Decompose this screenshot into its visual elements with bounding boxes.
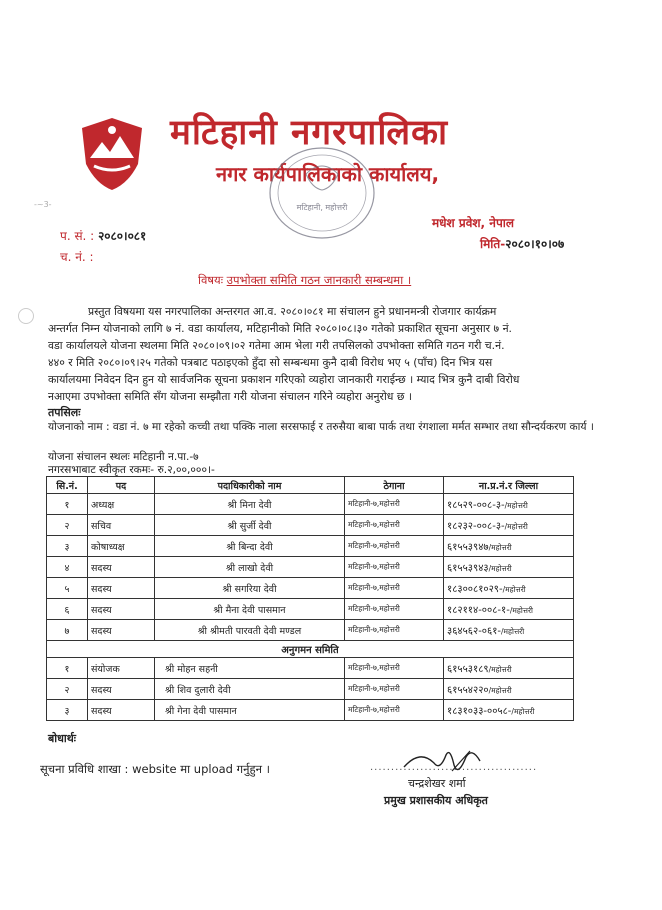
cell-sn: १ <box>47 658 88 679</box>
citizenship-district: /महोत्तरी <box>509 606 533 615</box>
body-line: कार्यालयमा निवेदन दिन हुन यो सार्वजनिक सूचना प्रकाशन गरिएको व्यहोरा जानकारी गराईन्छ । म्याद भित्र कुनै दाबी विरोध <box>48 373 520 386</box>
body-line: नआएमा उपभोक्ता समिति सँग योजना सम्झौता गरी योजना संचालन गरिने व्यहोरा अनुरोध छ । <box>48 390 412 403</box>
tapsil-heading: तपसिलः <box>48 406 81 419</box>
table-row <box>47 599 574 620</box>
cell-sn: २ <box>47 515 88 536</box>
cell-citizenship <box>444 557 574 578</box>
cell-address: मटिहानी-७,महोत्तरी <box>345 578 444 599</box>
cell-address: मटिहानी-७,महोत्तरी <box>345 494 444 515</box>
cell-address: मटिहानी-७,महोत्तरी <box>345 620 444 641</box>
col-header-position: पद <box>88 477 155 494</box>
cell-sn: ५ <box>47 578 88 599</box>
cell-citizenship <box>444 700 574 721</box>
monitoring-title: अनुगमन समिति <box>47 641 574 658</box>
approved-amount: नगरसभाबाट स्वीकृत रकमः- रु.२,००,०००।- <box>48 464 215 476</box>
cell-address: मटिहानी-७,महोत्तरी <box>345 658 444 679</box>
cell-name: श्री सगरिया देवी <box>155 578 345 599</box>
cell-name: श्री शिव दुलारी देवी <box>155 679 345 700</box>
citizenship-number: १८३१०३३-००५८- <box>447 706 512 717</box>
table-row <box>47 536 574 557</box>
svg-text:मटिहानी, महोत्तरी: मटिहानी, महोत्तरी <box>296 203 348 212</box>
body-line: अन्तर्गत निम्न योजनाको लागि ७ नं. वडा कार्यालय, मटिहानीको मिति २०८०।०८।३० गतेको प्रकाशित सूचना अनुसार ७ नं. <box>48 322 512 335</box>
citizenship-number: ६१५५४२२० <box>447 685 489 696</box>
cell-position: सदस्य <box>88 679 155 700</box>
cell-citizenship <box>444 494 574 515</box>
cell-sn: २ <box>47 679 88 700</box>
official-seal <box>266 144 378 242</box>
table-row <box>47 557 574 578</box>
citizenship-number: १८३००८१०२९- <box>447 584 503 595</box>
subject-line <box>198 273 411 288</box>
citizenship-district: /महोत्तरी <box>488 543 512 552</box>
cc-recipient: सूचना प्रविधि शाखा : website मा upload गर्नुहुन । <box>40 762 270 776</box>
cell-position: अध्यक्ष <box>88 494 155 515</box>
monitoring-section-row <box>47 641 574 658</box>
date-label: मिति- <box>480 237 506 251</box>
ps-label: प. सं. : <box>60 229 95 243</box>
cell-sn: १ <box>47 494 88 515</box>
cell-sn: ६ <box>47 599 88 620</box>
cell-sn: ४ <box>47 557 88 578</box>
cell-address: मटिहानी-७,महोत्तरी <box>345 515 444 536</box>
cell-address: मटिहानी-७,महोत्तरी <box>345 536 444 557</box>
cell-position: संयोजक <box>88 658 155 679</box>
letter-date <box>480 235 564 252</box>
cell-position: सदस्य <box>88 620 155 641</box>
province-line: मधेश प्रवेश, नेपाल <box>432 216 515 230</box>
cell-position: कोषाध्यक्ष <box>88 536 155 557</box>
cell-sn: ३ <box>47 700 88 721</box>
cell-citizenship <box>444 658 574 679</box>
citizenship-district: /महोत्तरी <box>488 564 512 573</box>
body-paragraph <box>48 304 608 404</box>
table-row <box>47 620 574 641</box>
cell-position: सदस्य <box>88 700 155 721</box>
cell-name: श्री श्रीमती पारवती देवी मण्डल <box>155 620 345 641</box>
punch-hole <box>18 308 34 324</box>
body-line: ४४० र मिति २०८०।०९।२५ गतेको पत्रबाट पठाइएको हुँदा सो सम्बन्धमा कुनै दाबी विरोध भए ५ (पाँच) दिन भित्र यस <box>48 356 493 369</box>
citizenship-district: /महोत्तरी <box>501 627 525 636</box>
cell-citizenship <box>444 599 574 620</box>
reference-number <box>60 227 146 244</box>
ps-value: २०८०।०८१ <box>98 229 147 243</box>
cell-address: मटिहानी-७,महोत्तरी <box>345 679 444 700</box>
signature-line: ........................................ <box>370 762 538 773</box>
cell-name: श्री लाखो देवी <box>155 557 345 578</box>
citizenship-district: /महोत्तरी <box>488 686 512 695</box>
body-line: वडा कार्यालयले योजना स्थलमा मिति २०८०।०९।०२ गतेमा आम भेला गरी तपसिलको उपभोक्ता समिति गठन गरी च.नं. <box>48 339 505 352</box>
citizenship-number: ६१५५३९४३ <box>447 563 489 574</box>
date-value: २०८०।१०।०७ <box>505 237 565 251</box>
citizenship-number: १८२११४-००८-१- <box>447 605 510 616</box>
body-line: प्रस्तुत विषयमा यस नगरपालिका अन्तरगत आ.व. २०८०।०८१ मा संचालन हुने प्रधानमन्त्री रोजगार कार्यक्रम <box>88 305 497 318</box>
table-row <box>47 700 574 721</box>
citizenship-number: ६१५५३९४७ <box>447 542 489 553</box>
cell-address: मटिहानी-७,महोत्तरी <box>345 557 444 578</box>
citizenship-number: ६१५५३१८९ <box>447 664 489 675</box>
citizenship-district: /महोत्तरी <box>488 665 512 674</box>
members-table <box>46 476 574 721</box>
municipality-logo <box>76 114 148 194</box>
citizenship-district: /महोत्तरी <box>504 522 528 531</box>
office-name: नगर कार्यपालिकाको कार्यालय, <box>216 162 440 186</box>
cell-name: श्री गेना देवी पासमान <box>155 700 345 721</box>
citizenship-district: /महोत्तरी <box>504 501 528 510</box>
citizenship-number: ३६४५६२-०६१- <box>447 626 502 637</box>
municipality-name: मटिहानी नगरपालिका <box>170 113 449 153</box>
cell-citizenship <box>444 679 574 700</box>
col-header-name: पदाधिकारीको नाम <box>155 477 345 494</box>
cell-citizenship <box>444 578 574 599</box>
subject-text: उपभोक्ता समिति गठन जानकारी सम्बन्धमा । <box>226 273 412 287</box>
signatory-name: चन्द्रशेखर शर्मा <box>408 777 466 790</box>
table-row <box>47 658 574 679</box>
table-header-row <box>47 477 574 494</box>
cell-address: मटिहानी-७,महोत्तरी <box>345 599 444 620</box>
scan-mark: -~3- <box>34 200 52 209</box>
col-header-citizenship: ना.प्र.नं.र जिल्ला <box>444 477 574 494</box>
cell-name: श्री सुर्जी देवी <box>155 515 345 536</box>
cell-citizenship <box>444 536 574 557</box>
cell-position: सदस्य <box>88 557 155 578</box>
cell-name: श्री मैना देवी पासमान <box>155 599 345 620</box>
cc-heading: बोधार्थः <box>48 732 76 745</box>
table-row <box>47 494 574 515</box>
table-row <box>47 679 574 700</box>
project-name: योजनाको नाम : वडा नं. ७ मा रहेको कच्ची तथा पक्कि नाला सरसफाई र तरुसैया बाबा पार्क तथा रंगशाला मर्मत सम्भार तथा सौन्दर्यकरण कार्य । <box>48 421 594 433</box>
cell-position: सदस्य <box>88 599 155 620</box>
citizenship-district: /महोत्तरी <box>502 585 526 594</box>
table-row <box>47 515 574 536</box>
cell-name: श्री मोहन सहनी <box>155 658 345 679</box>
cell-position: सदस्य <box>88 578 155 599</box>
citizenship-number: १८२३२-००८-३- <box>447 521 505 532</box>
cell-name: श्री बिन्दा देवी <box>155 536 345 557</box>
col-header-address: ठेगाना <box>345 477 444 494</box>
cell-sn: ३ <box>47 536 88 557</box>
dispatch-number: च. नं. : <box>60 250 94 264</box>
signatory-title: प्रमुख प्रशासकीय अधिकृत <box>384 794 488 807</box>
citizenship-number: १८५२९-००८-३- <box>447 500 505 511</box>
subject-label: विषयः <box>198 273 224 287</box>
cell-address: मटिहानी-७,महोत्तरी <box>345 700 444 721</box>
col-header-sn: सि.नं. <box>47 477 88 494</box>
table-row <box>47 578 574 599</box>
cell-citizenship <box>444 620 574 641</box>
cell-sn: ७ <box>47 620 88 641</box>
cell-name: श्री मिना देवी <box>155 494 345 515</box>
cell-citizenship <box>444 515 574 536</box>
cell-position: सचिव <box>88 515 155 536</box>
project-location: योजना संचालन स्थलः मटिहानी न.पा.-७ <box>48 451 199 463</box>
citizenship-district: /महोत्तरी <box>511 707 535 716</box>
